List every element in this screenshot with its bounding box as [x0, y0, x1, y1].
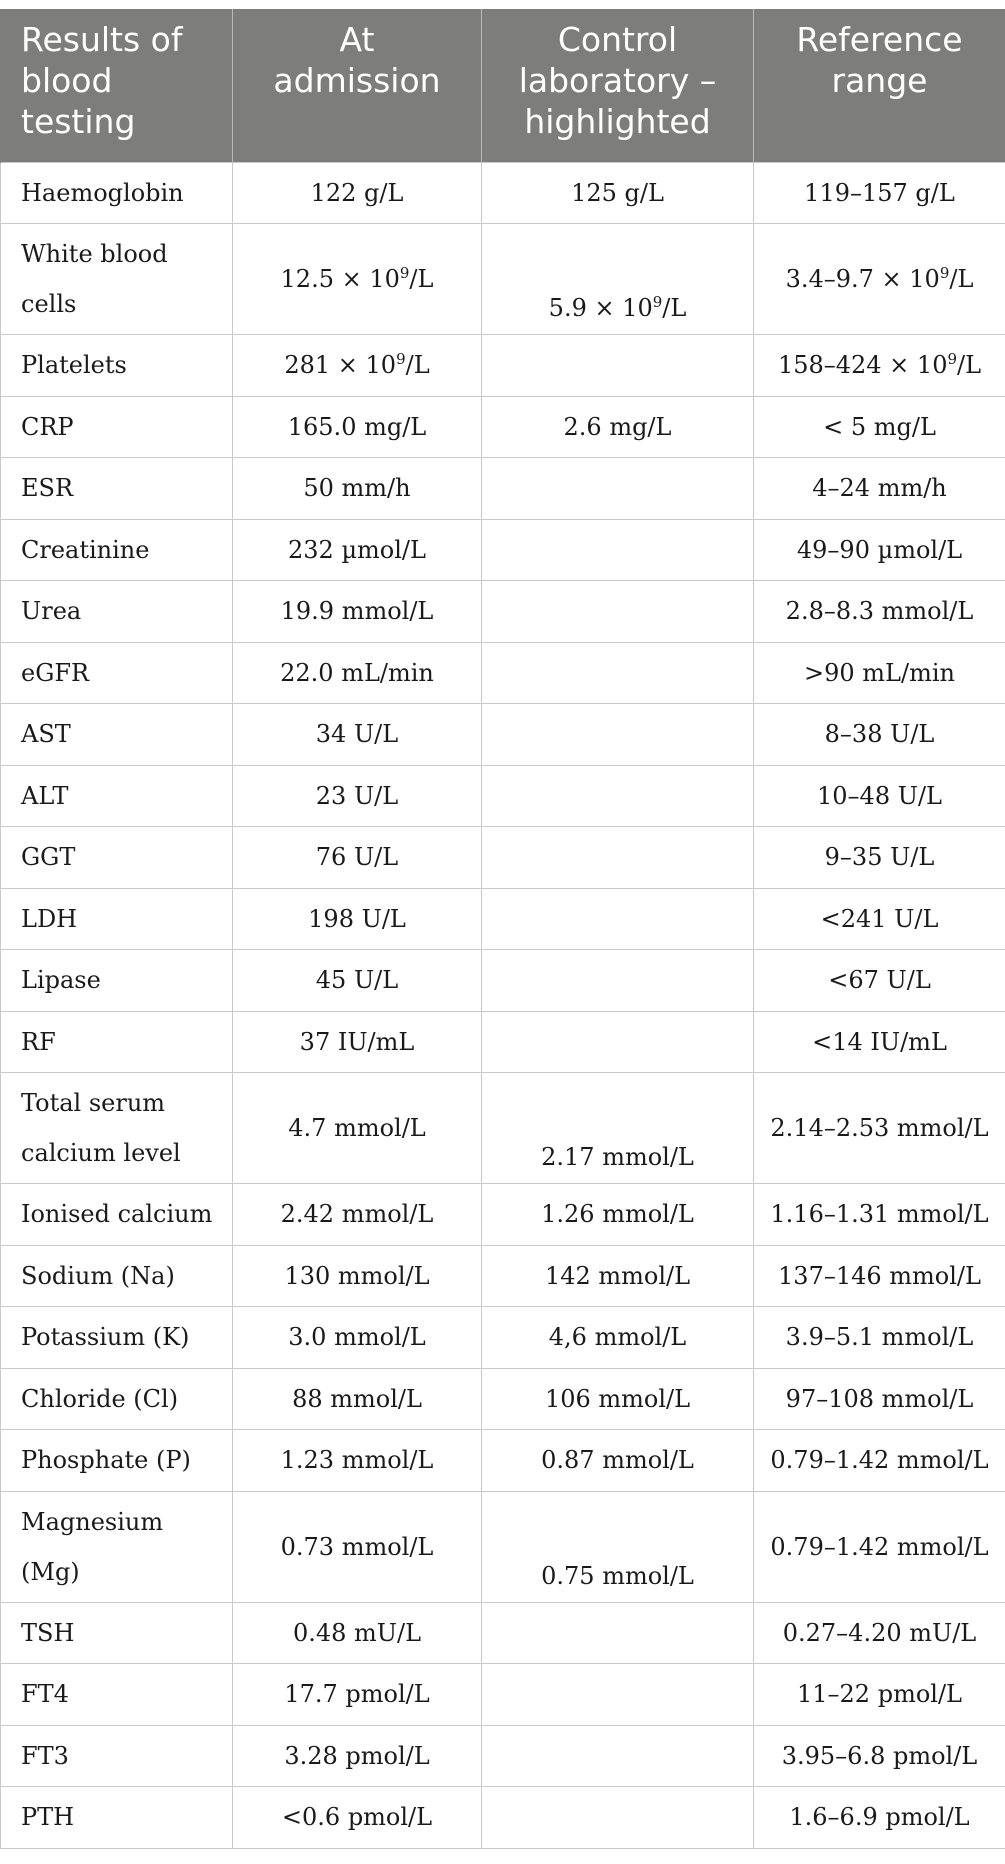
cell-test-name: eGFR	[1, 642, 233, 704]
cell-control-value: 0.75 mmol/L	[482, 1491, 754, 1602]
cell-reference-range: 1.16–1.31 mmol/L	[754, 1184, 1005, 1246]
table-row	[1, 458, 1005, 520]
table-row	[1, 162, 1005, 224]
cell-test-name: ALT	[1, 765, 233, 827]
table-row	[1, 335, 1005, 397]
cell-control-value: 0.87 mmol/L	[482, 1430, 754, 1492]
cell-at-admission: 19.9 mmol/L	[233, 581, 482, 643]
cell-reference-range: 49–90 µmol/L	[754, 519, 1005, 581]
table-row	[1, 1787, 1005, 1849]
cell-control-value: 2.6 mg/L	[482, 396, 754, 458]
cell-reference-range: 2.14–2.53 mmol/L	[754, 1073, 1005, 1184]
cell-test-name: FT3	[1, 1725, 233, 1787]
table-row	[1, 519, 1005, 581]
header-control-laboratory: Control laboratory – highlighted	[482, 9, 754, 162]
cell-control-value	[482, 1011, 754, 1073]
cell-test-name: Magnesium (Mg)	[1, 1491, 233, 1602]
cell-control-value: 125 g/L	[482, 162, 754, 224]
cell-at-admission: 22.0 mL/min	[233, 642, 482, 704]
cell-at-admission: 76 U/L	[233, 827, 482, 889]
cell-at-admission: 0.48 mU/L	[233, 1602, 482, 1664]
table-row	[1, 1184, 1005, 1246]
header-at-admission: At admission	[233, 9, 482, 162]
results-table-container	[0, 9, 1005, 1849]
cell-reference-range: 3.9–5.1 mmol/L	[754, 1307, 1005, 1369]
cell-test-name: Phosphate (P)	[1, 1430, 233, 1492]
cell-control-value	[482, 335, 754, 397]
cell-control-value	[482, 1787, 754, 1849]
table-row	[1, 765, 1005, 827]
table-row	[1, 1664, 1005, 1726]
cell-at-admission: 198 U/L	[233, 888, 482, 950]
table-row	[1, 642, 1005, 704]
cell-reference-range: 2.8–8.3 mmol/L	[754, 581, 1005, 643]
cell-reference-range: 137–146 mmol/L	[754, 1245, 1005, 1307]
cell-test-name: FT4	[1, 1664, 233, 1726]
cell-at-admission: 2.42 mmol/L	[233, 1184, 482, 1246]
cell-at-admission: 3.28 pmol/L	[233, 1725, 482, 1787]
cell-reference-range: 10–48 U/L	[754, 765, 1005, 827]
cell-test-name: Creatinine	[1, 519, 233, 581]
cell-reference-range: $158-424 \times 10^9/L$	[754, 335, 1005, 397]
cell-control-value	[482, 519, 754, 581]
cell-control-value	[482, 950, 754, 1012]
cell-reference-range: 8–38 U/L	[754, 704, 1005, 766]
cell-at-admission: $281 \times 10^9/L$	[233, 335, 482, 397]
cell-at-admission: 130 mmol/L	[233, 1245, 482, 1307]
cell-test-name: RF	[1, 1011, 233, 1073]
header-row	[1, 9, 1005, 162]
cell-control-value: 142 mmol/L	[482, 1245, 754, 1307]
table-row	[1, 888, 1005, 950]
cell-test-name: Chloride (Cl)	[1, 1368, 233, 1430]
table-row	[1, 1245, 1005, 1307]
cell-test-name: AST	[1, 704, 233, 766]
cell-at-admission: 23 U/L	[233, 765, 482, 827]
cell-control-value: 4,6 mmol/L	[482, 1307, 754, 1369]
table-row	[1, 1368, 1005, 1430]
cell-reference-range: 4–24 mm/h	[754, 458, 1005, 520]
cell-control-value	[482, 827, 754, 889]
cell-test-name: Total serum calcium level	[1, 1073, 233, 1184]
cell-test-name: Urea	[1, 581, 233, 643]
cell-control-value	[482, 1664, 754, 1726]
cell-control-value	[482, 642, 754, 704]
cell-reference-range: 9–35 U/L	[754, 827, 1005, 889]
cell-reference-range: 119–157 g/L	[754, 162, 1005, 224]
table-row	[1, 1307, 1005, 1369]
cell-at-admission: 88 mmol/L	[233, 1368, 482, 1430]
table-row	[1, 950, 1005, 1012]
table-row	[1, 1011, 1005, 1073]
cell-reference-range: $3.4-9.7 \times 10^9/L$	[754, 224, 1005, 335]
cell-reference-range: >90 mL/min	[754, 642, 1005, 704]
cell-test-name: LDH	[1, 888, 233, 950]
cell-at-admission: 0.73 mmol/L	[233, 1491, 482, 1602]
cell-reference-range: 0.79–1.42 mmol/L	[754, 1491, 1005, 1602]
cell-at-admission: 1.23 mmol/L	[233, 1430, 482, 1492]
cell-reference-range: < 5 mg/L	[754, 396, 1005, 458]
cell-control-value	[482, 1602, 754, 1664]
cell-test-name: GGT	[1, 827, 233, 889]
cell-at-admission: 45 U/L	[233, 950, 482, 1012]
table-row	[1, 1430, 1005, 1492]
table-row	[1, 581, 1005, 643]
cell-control-value	[482, 704, 754, 766]
table-row	[1, 1602, 1005, 1664]
cell-control-value: 2.17 mmol/L	[482, 1073, 754, 1184]
cell-reference-range: 97–108 mmol/L	[754, 1368, 1005, 1430]
table-row	[1, 1073, 1005, 1184]
cell-test-name: Ionised calcium	[1, 1184, 233, 1246]
cell-at-admission: 17.7 pmol/L	[233, 1664, 482, 1726]
cell-reference-range: <241 U/L	[754, 888, 1005, 950]
cell-at-admission: 37 IU/mL	[233, 1011, 482, 1073]
header-reference-range: Reference range	[754, 9, 1005, 162]
cell-test-name: Haemoglobin	[1, 162, 233, 224]
cell-control-value: $5.9 \times 10^9/L$	[482, 224, 754, 335]
cell-reference-range: 0.27–4.20 mU/L	[754, 1602, 1005, 1664]
cell-reference-range: <67 U/L	[754, 950, 1005, 1012]
blood-test-results-table	[0, 9, 1005, 1849]
cell-control-value	[482, 458, 754, 520]
table-row	[1, 396, 1005, 458]
cell-at-admission: <0.6 pmol/L	[233, 1787, 482, 1849]
cell-reference-range: 0.79–1.42 mmol/L	[754, 1430, 1005, 1492]
cell-test-name: ESR	[1, 458, 233, 520]
cell-at-admission: $12.5 \times 10^9/L$	[233, 224, 482, 335]
cell-at-admission: 122 g/L	[233, 162, 482, 224]
cell-control-value: 1.26 mmol/L	[482, 1184, 754, 1246]
cell-test-name: CRP	[1, 396, 233, 458]
cell-at-admission: 165.0 mg/L	[233, 396, 482, 458]
cell-reference-range: 3.95–6.8 pmol/L	[754, 1725, 1005, 1787]
table-row	[1, 704, 1005, 766]
table-header	[1, 9, 1005, 162]
table-row	[1, 224, 1005, 335]
cell-test-name: PTH	[1, 1787, 233, 1849]
table-row	[1, 1725, 1005, 1787]
table-row	[1, 1491, 1005, 1602]
table-body	[1, 162, 1005, 1848]
cell-control-value	[482, 765, 754, 827]
cell-at-admission: 232 µmol/L	[233, 519, 482, 581]
cell-control-value	[482, 1725, 754, 1787]
cell-reference-range: 11–22 pmol/L	[754, 1664, 1005, 1726]
cell-test-name: White blood cells	[1, 224, 233, 335]
table-row	[1, 827, 1005, 889]
cell-control-value	[482, 581, 754, 643]
cell-test-name: Platelets	[1, 335, 233, 397]
cell-reference-range: 1.6–6.9 pmol/L	[754, 1787, 1005, 1849]
cell-test-name: Potassium (K)	[1, 1307, 233, 1369]
cell-test-name: TSH	[1, 1602, 233, 1664]
cell-control-value: 106 mmol/L	[482, 1368, 754, 1430]
cell-test-name: Sodium (Na)	[1, 1245, 233, 1307]
cell-reference-range: <14 IU/mL	[754, 1011, 1005, 1073]
cell-at-admission: 34 U/L	[233, 704, 482, 766]
cell-test-name: Lipase	[1, 950, 233, 1012]
header-test-name: Results of blood testing	[1, 9, 233, 162]
cell-at-admission: 3.0 mmol/L	[233, 1307, 482, 1369]
cell-at-admission: 50 mm/h	[233, 458, 482, 520]
cell-at-admission: 4.7 mmol/L	[233, 1073, 482, 1184]
cell-control-value	[482, 888, 754, 950]
